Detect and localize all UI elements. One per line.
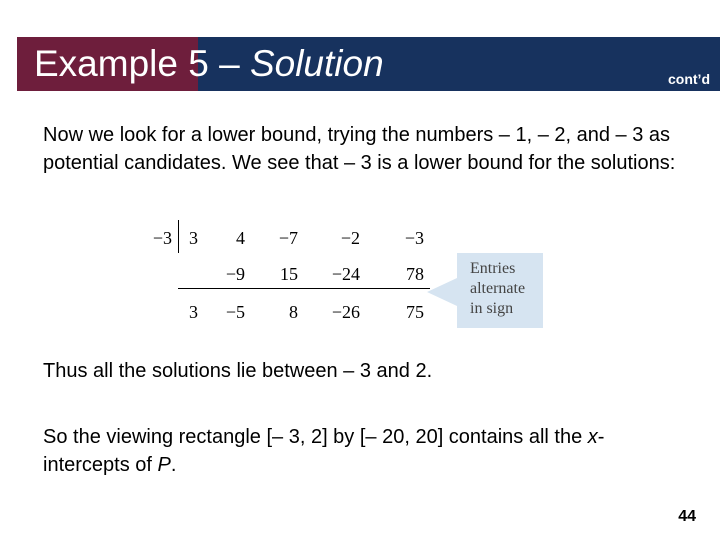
division-cell: 78	[406, 264, 424, 284]
division-cell: 15	[280, 264, 298, 284]
division-cell: −26	[331, 302, 360, 322]
division-cell: 3	[189, 302, 198, 322]
divisor: −3	[152, 228, 172, 248]
page-number: 44	[678, 508, 696, 525]
note-text: Entries alternate in sign	[470, 260, 526, 317]
division-cell: −3	[404, 228, 424, 248]
paragraph-viewing-rectangle: So the viewing rectangle [– 3, 2] by [– 20, 20] contains all the x-intercepts of P.	[43, 426, 605, 476]
division-cell: 4	[236, 228, 245, 248]
division-cell: 8	[289, 302, 298, 322]
division-cell: −9	[225, 264, 245, 284]
slide-title: Example 5 – Solution	[34, 43, 384, 84]
continued-label: cont’d	[668, 71, 710, 87]
division-cell: −2	[340, 228, 360, 248]
division-cell: 3	[189, 228, 198, 248]
division-cell: 75	[406, 302, 424, 322]
paragraph-lower-bound: Now we look for a lower bound, trying the numbers – 1, – 2, and – 3 as potential candidates. We see that – 3 is a lower bound for the solutions:	[43, 124, 676, 174]
division-cell: −7	[278, 228, 298, 248]
division-cell: −24	[331, 264, 360, 284]
division-horizontal-line	[178, 288, 430, 289]
paragraph-bounds: Thus all the solutions lie between – 3 and 2.	[43, 360, 433, 382]
note-pointer	[427, 278, 457, 306]
division-cell: −5	[225, 302, 245, 322]
